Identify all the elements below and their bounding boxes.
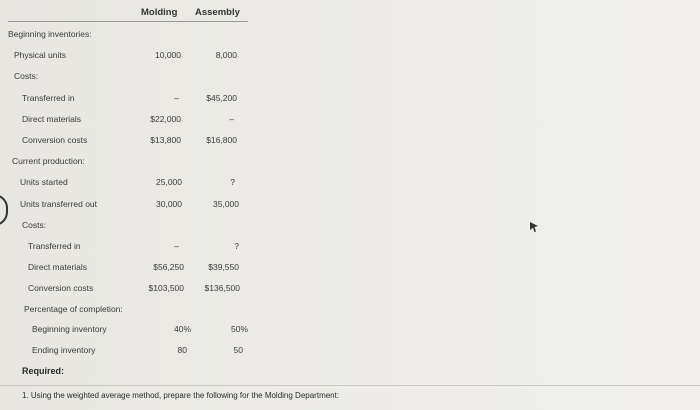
units-started-assembly: ?: [230, 177, 235, 187]
transferred-in-assembly-beginning: $45,200: [206, 93, 237, 103]
conversion-costs-molding-current: $103,500: [148, 283, 184, 293]
units-transferred-out-label: Units transferred out: [20, 199, 98, 209]
required-heading: Required:: [22, 366, 65, 376]
conversion-costs-label-beginning: Conversion costs: [22, 135, 88, 145]
conversion-costs-label-current: Conversion costs: [28, 283, 94, 293]
conversion-costs-molding-beginning: $13,800: [150, 135, 181, 145]
percentage-completion-label: Percentage of completion:: [24, 304, 123, 314]
direct-materials-molding-beginning: $22,000: [150, 114, 181, 124]
direct-materials-molding-current: $56,250: [153, 262, 184, 272]
mouse-pointer-icon: [529, 221, 539, 233]
beginning-inventory-molding: 40%: [173, 324, 191, 334]
direct-materials-label-beginning: Direct materials: [22, 114, 82, 124]
transferred-in-label-current: Transferred in: [28, 241, 81, 251]
costs-label-current: Costs:: [22, 220, 47, 230]
section-divider: [0, 385, 700, 386]
direct-materials-label-current: Direct materials: [28, 262, 88, 272]
transferred-in-label-beginning: Transferred in: [22, 93, 75, 103]
transferred-in-assembly-current: ?: [234, 241, 239, 251]
beginning-inventory-assembly: 50%: [230, 324, 248, 334]
conversion-costs-assembly-beginning: $16,800: [206, 135, 237, 145]
units-started-label: Units started: [20, 177, 68, 187]
physical-units-label: Physical units: [14, 50, 66, 60]
beginning-inventory-label: Beginning inventory: [32, 324, 107, 334]
instruction-text: 1. Using the weighted average method, prepare the following for the Molding Department:: [22, 391, 340, 400]
ending-inventory-assembly: 50: [233, 345, 243, 355]
transferred-in-molding-current: –: [174, 241, 179, 251]
physical-units-assembly: 8,000: [215, 50, 237, 60]
header-divider: [8, 21, 248, 22]
units-transferred-out-assembly: 35,000: [213, 199, 239, 209]
physical-units-molding: 10,000: [155, 50, 181, 60]
ending-inventory-label: Ending inventory: [32, 345, 96, 355]
column-header-assembly: Assembly: [195, 7, 240, 18]
direct-materials-assembly-current: $39,550: [208, 262, 239, 272]
transferred-in-molding-beginning: –: [174, 93, 179, 103]
direct-materials-assembly-beginning: –: [229, 114, 234, 124]
costs-label-beginning: Costs:: [14, 71, 39, 81]
ending-inventory-molding: 80: [177, 345, 187, 355]
page-edge-bracket: [0, 194, 8, 226]
units-transferred-out-molding: 30,000: [156, 199, 182, 209]
column-header-molding: Molding: [141, 7, 178, 18]
units-started-molding: 25,000: [156, 177, 182, 187]
section-current-production: Current production:: [12, 156, 85, 166]
section-beginning-inventories: Beginning inventories:: [8, 29, 92, 39]
conversion-costs-assembly-current: $136,500: [204, 283, 240, 293]
